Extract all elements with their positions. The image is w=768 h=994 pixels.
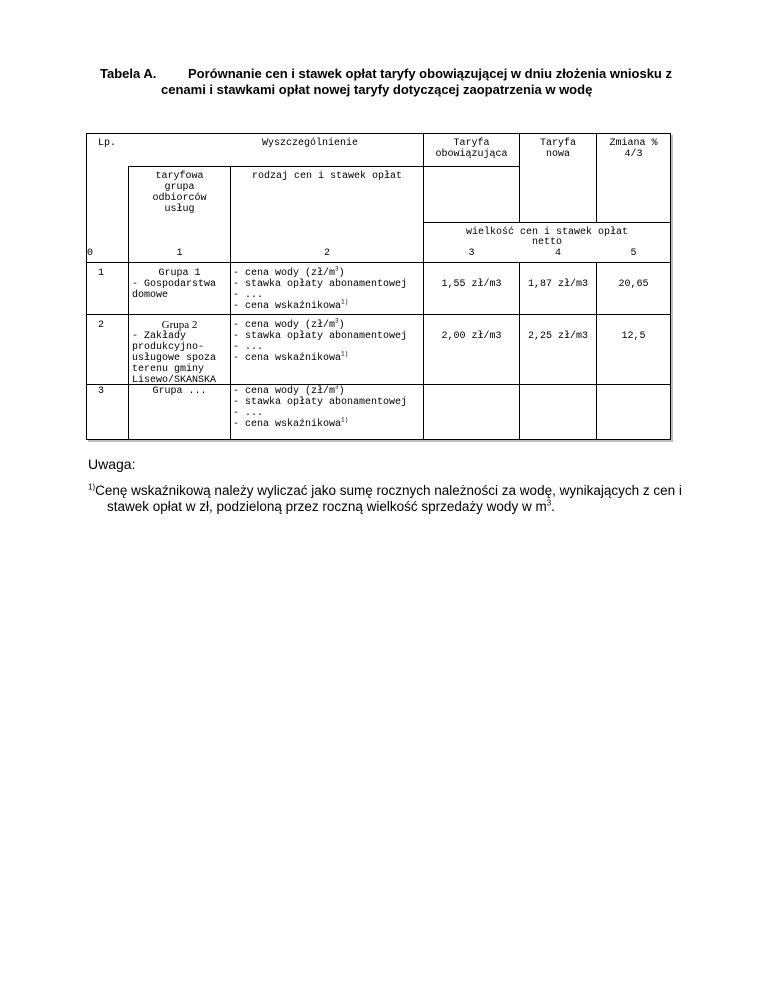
col-number-0: 0 [87,248,94,259]
col-number-5: 5 [630,248,637,259]
header-wielkosc-1: wielkość cen i stawek opłat [465,227,629,238]
note-line-2: stawek opłat w zł, podzieloną przez roczną wielkość sprzedaży wody w $m^3$. [107,498,555,514]
row-zmiana: 20,65 [618,279,649,290]
header-taryfa-nowa-2: nowa [545,149,570,160]
header-zmiana-1: Zmiana % [609,138,658,149]
row-group-line: Lisewo/SKANSKA [132,375,217,386]
row-lp: 2 [98,320,105,331]
header-zmiana-2: 4/3 [624,149,643,160]
row-item: - ... [233,290,264,301]
row-lp: 3 [98,386,105,397]
row-taryfa-obow: 1,55 zł/m3 [441,279,502,290]
table-label: Tabela A. [100,66,157,81]
row-item: - ... [233,342,264,353]
header-grupa-3: odbiorców [152,193,207,204]
row-group-line: Grupa ... [152,386,207,397]
row-group-line: terenu gminy [132,364,205,375]
header-wielkosc-2: netto [531,237,562,248]
row-item: - cena wskaźnikowa [233,419,342,430]
note-title: Uwaga: [88,456,136,472]
col-number-4: 4 [554,248,561,259]
header-grupa-4: usług [164,204,195,215]
col-number-3: 3 [468,248,475,259]
row-group-line: - Zakłady [132,331,187,342]
row-taryfa-obow: 2,00 zł/m3 [441,331,502,342]
col-number-1: 1 [176,248,183,259]
row-item: - cena wskaźnikowa [233,353,342,364]
header-taryfa-nowa-1: Taryfa [539,138,576,149]
row-group-line: domowe [132,290,169,301]
col-number-2: 2 [323,248,330,259]
row-taryfa-nowa: 1,87 zł/m3 [527,279,588,290]
header-rodzaj: rodzaj cen i stawek opłat [251,171,403,182]
note-line-1: $^{1)}$Cenę wskaźnikową należy wyliczać jako sumę rocznych należności za wodę, wynikających z cen i [88,482,682,498]
footnote-marker: 1) [88,482,96,492]
row-group-line: - Gospodarstwa [132,279,217,290]
title-line-2: cenami i stawkami opłat nowej taryfy dotyczącej zaopatrzenia w wodę [161,82,593,97]
row-item: - cena wody (zł/m [233,386,336,397]
header-taryfa-obow-1: Taryfa [453,138,490,149]
header-wyszczegolnienie: Wyszczególnienie [261,138,358,149]
header-taryfa-obow-2: obowiązująca [435,149,508,160]
row-item: - cena wody (zł/m [233,268,336,279]
header-lp: Lp. [98,138,117,149]
header-grupa-2: grupa [164,182,195,193]
row-group-line: Grupa 1 [158,268,201,279]
row-group-line: usługowe spoza [132,353,217,364]
row-item: - ... [233,408,264,419]
row-taryfa-nowa: 2,25 zł/m3 [527,331,588,342]
row-item: - stawka opłaty abonamentowej [233,397,408,408]
row-zmiana: 12,5 [621,331,646,342]
row-item: - stawka opłaty abonamentowej [233,279,408,290]
row-item: - stawka opłaty abonamentowej [233,331,408,342]
row-item: - cena wskaźnikowa [233,301,342,312]
title-line-1: Porównanie cen i stawek opłat taryfy obowiązującej w dniu złożenia wniosku z [188,66,672,81]
row-lp: 1 [98,268,105,279]
row-group-line: Grupa 2 [161,319,198,331]
header-grupa-1: taryfowa [155,171,204,182]
row-item: - cena wody (zł/m [233,320,336,331]
row-group-line: produkcyjno- [132,342,205,353]
